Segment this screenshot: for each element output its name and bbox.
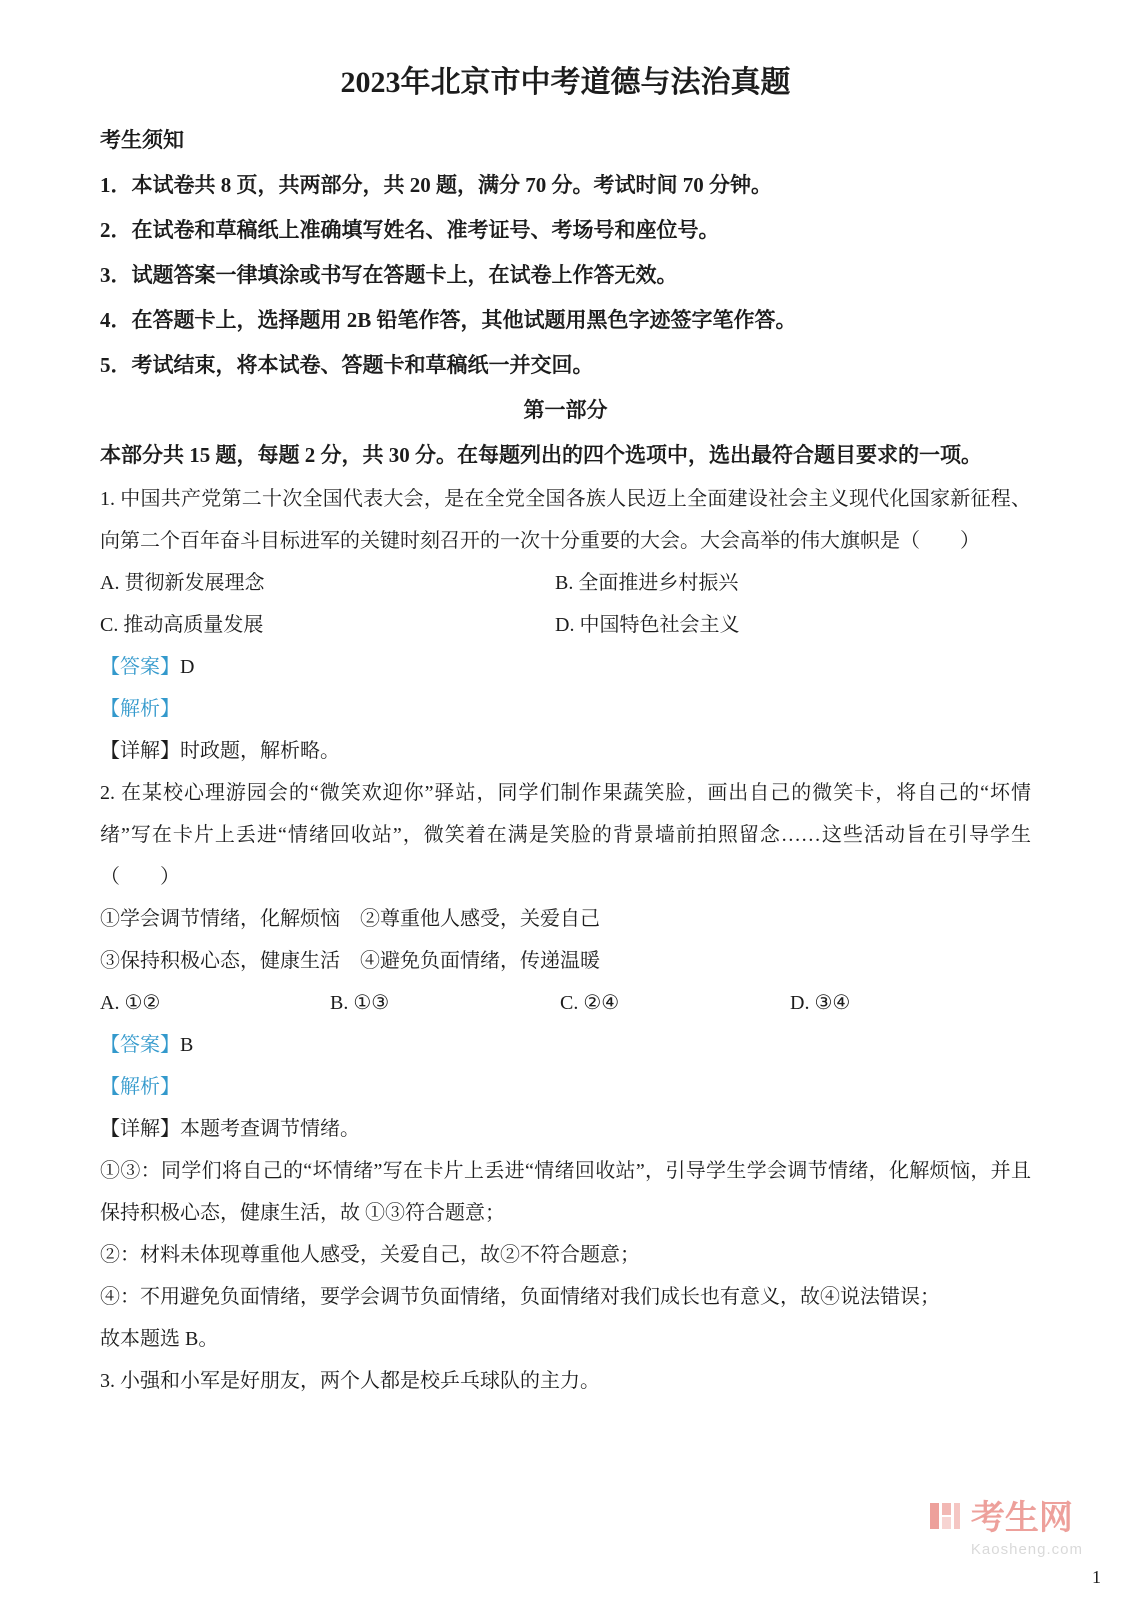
question-2-explanation-3: ④：不用避免负面情绪，要学会调节负面情绪，负面情绪对我们成长也有意义，故④说法错误；: [100, 1285, 940, 1308]
question-1-analysis-line: [100, 688, 1031, 730]
question-2-explanation-1: ①③：同学们将自己的“坏情绪”写在卡片上丢进“情绪回收站”，引导学生学会调节情绪，化解烦恼，并且保持积极心态，健康生活，故 ①③符合题意；: [100, 1159, 1031, 1224]
notice-line-2: 2．在试卷和草稿纸上准确填写姓名、准考证号、考场号和座位号。: [100, 217, 720, 242]
question-2-analysis-line: [100, 1066, 1031, 1108]
question-1-options-row-1: [100, 562, 1031, 604]
document-title: 2023年北京市中考道德与法治真题: [340, 66, 791, 99]
watermark-logo: [927, 1498, 1083, 1558]
question-2-statements-2: ③保持积极心态，健康生活 ④避免负面情绪，传递温暖: [100, 949, 600, 972]
part1-intro: 本部分共 15 题，每题 2 分，共 30 分。在每题列出的四个选项中，选出最符合题目要求的一项。: [100, 442, 982, 467]
watermark-text: 考生网: [970, 1498, 1073, 1537]
question-2-options-row: [100, 982, 1031, 1024]
question-2-detail: 【详解】本题考查调节情绪。: [100, 1117, 360, 1140]
question-2-answer-value: B: [180, 1033, 194, 1056]
watermark-domain: Kaosheng.com: [970, 1541, 1083, 1558]
question-1-option-d: D. 中国特色社会主义: [555, 613, 740, 636]
question-1-option-c: C. 推动高质量发展: [100, 613, 264, 636]
question-2-option-c: C. ②④: [560, 991, 620, 1014]
question-2-statements-1: ①学会调节情绪，化解烦恼 ②尊重他人感受，关爱自己: [100, 907, 600, 930]
notice-line-3: 3．试题答案一律填涂或书写在答题卡上，在试卷上作答无效。: [100, 262, 678, 287]
question-3-stem: 3. 小强和小军是好朋友，两个人都是校乒乓球队的主力。: [100, 1369, 600, 1392]
notice-line-4: 4．在答题卡上，选择题用 2B 铅笔作答，其他试题用黑色字迹签字笔作答。: [100, 307, 797, 332]
notice-line-5: 5．考试结束，将本试卷、答题卡和草稿纸一并交回。: [100, 352, 594, 377]
question-1-stem: 1. 中国共产党第二十次全国代表大会，是在全党全国各族人民迈上全面建设社会主义现代化国家新征程、向第二个百年奋斗目标进军的关键时刻召开的一次十分重要的大会。大会高举的伟大旗帜是（ ）: [100, 487, 1031, 552]
question-2-option-b: B. ①③: [330, 991, 390, 1014]
answer-label: 【答案】: [100, 655, 180, 678]
notice-title: 考生须知: [100, 128, 184, 152]
question-1-option-a: A. 贯彻新发展理念: [100, 571, 265, 594]
question-2-stem: 2. 在某校心理游园会的“微笑欢迎你”驿站，同学们制作果蔬笑脸，画出自己的微笑卡，将自己的“坏情绪”写在卡片上丢进“情绪回收站”，微笑着在满是笑脸的背景墙前拍照留念……这些活动旨在引导学生（ ）: [100, 781, 1031, 888]
kaosheng-logo-icon: [927, 1498, 963, 1539]
analysis-label: 【解析】: [100, 1075, 180, 1098]
question-1-option-b: B. 全面推进乡村振兴: [555, 571, 739, 594]
part1-heading: 第一部分: [523, 397, 608, 422]
watermark-row: [927, 1498, 1083, 1539]
question-1-answer-line: [100, 646, 1031, 688]
question-1-options-row-2: [100, 604, 1031, 646]
question-1-detail: 【详解】时政题，解析略。: [100, 739, 340, 762]
question-2-option-d: D. ③④: [790, 991, 851, 1014]
page-number: 1: [1092, 1567, 1101, 1587]
answer-label: 【答案】: [100, 1033, 180, 1056]
question-1-answer-value: D: [180, 655, 195, 678]
question-2-explanation-4: 故本题选 B。: [100, 1327, 219, 1350]
notice-line-1: 1．本试卷共 8 页，共两部分，共 20 题，满分 70 分。考试时间 70 分钟。: [100, 172, 772, 197]
question-2-answer-line: [100, 1024, 1031, 1066]
question-2-option-a: A. ①②: [100, 991, 161, 1014]
question-2-explanation-2: ②：材料未体现尊重他人感受，关爱自己，故②不符合题意；: [100, 1243, 640, 1266]
analysis-label: 【解析】: [100, 697, 180, 720]
